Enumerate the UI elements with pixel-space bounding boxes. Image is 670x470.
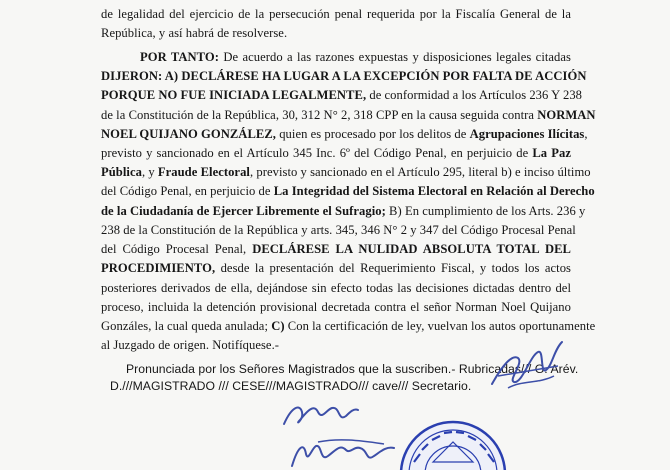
signature-bottom [288, 436, 398, 470]
text-line-11: de la Ciudadanía de Ejercer Libremente el Sufragio; B) En cumplimiento de los Arts. 236 y [101, 204, 586, 218]
text-line-7: NOEL QUIJANO GONZÁLEZ, quien es procesado por los delitos de Agrupaciones Ilícitas, [101, 127, 588, 141]
signature-middle [280, 398, 360, 432]
text-line-17: Gonzáles, la cual queda anulada; C) Con la certificación de ley, vuelvan los autos oportunamente [101, 319, 596, 333]
text-line-8: previsto y sancionado en el Artículo 345 Inc. 6º del Código Penal, en perjuicio de La Paz [101, 146, 571, 160]
signature-right [488, 336, 568, 392]
text-line-14: PROCEDIMIENTO, desde la presentación del Requerimiento Fiscal, y todos los actos [101, 261, 571, 275]
text-line-1: de legalidad del ejercicio de la persecución penal requerida por la Fiscalía General de la [101, 7, 571, 21]
text-line-15: posteriores derivados de ella, dejándose sin efecto todas las decisiones dictadas dentro del [101, 281, 571, 295]
text-line-13: del Código Procesal Penal, DECLÁRESE LA NULIDAD ABSOLUTA TOTAL DEL [101, 242, 572, 256]
official-seal [398, 418, 508, 470]
text-line-12: 238 de la Constitución de la República y arts. 345, 346 N° 2 y 347 del Código Procesal Penal [101, 223, 576, 237]
footer-line-2: D.///MAGISTRADO /// CESE///MAGISTRADO/// cave/// Secretario. [110, 379, 472, 393]
text-line-16: proceso, incluida la detención provisional decretada contra el señor Norman Noel Quijano [101, 300, 571, 314]
text-line-4: DIJERON: A) DECLÁRESE HA LUGAR A LA EXCEPCIÓN POR FALTA DE ACCIÓN [101, 69, 587, 83]
text-line-10: del Código Penal, en perjuicio de La Integridad del Sistema Electoral en Relación al Derecho [101, 184, 595, 198]
text-line-3: POR TANTO: De acuerdo a las razones expuestas y disposiciones legales citadas [140, 50, 571, 64]
footer-line-1: Pronunciada por los Señores Magistrados que la suscriben.- Rubricadas/// G. Arév. [126, 362, 579, 376]
text-line-6: de la Constitución de la República, 30, 312 N° 2, 318 CPP en la causa seguida contra NORMAN [101, 108, 596, 122]
text-line-2: República, y así habrá de resolverse. [101, 26, 288, 40]
text-line-5: PORQUE NO FUE INICIADA LEGALMENTE, de conformidad a los Artículos 236 Y 238 [101, 88, 583, 102]
text-line-18: al Juzgado de origen. Notifíquese.- [101, 338, 280, 352]
text-line-9: Pública, y Fraude Electoral, previsto y sancionado en el Artículo 295, literal b) e inciso último [101, 165, 591, 179]
